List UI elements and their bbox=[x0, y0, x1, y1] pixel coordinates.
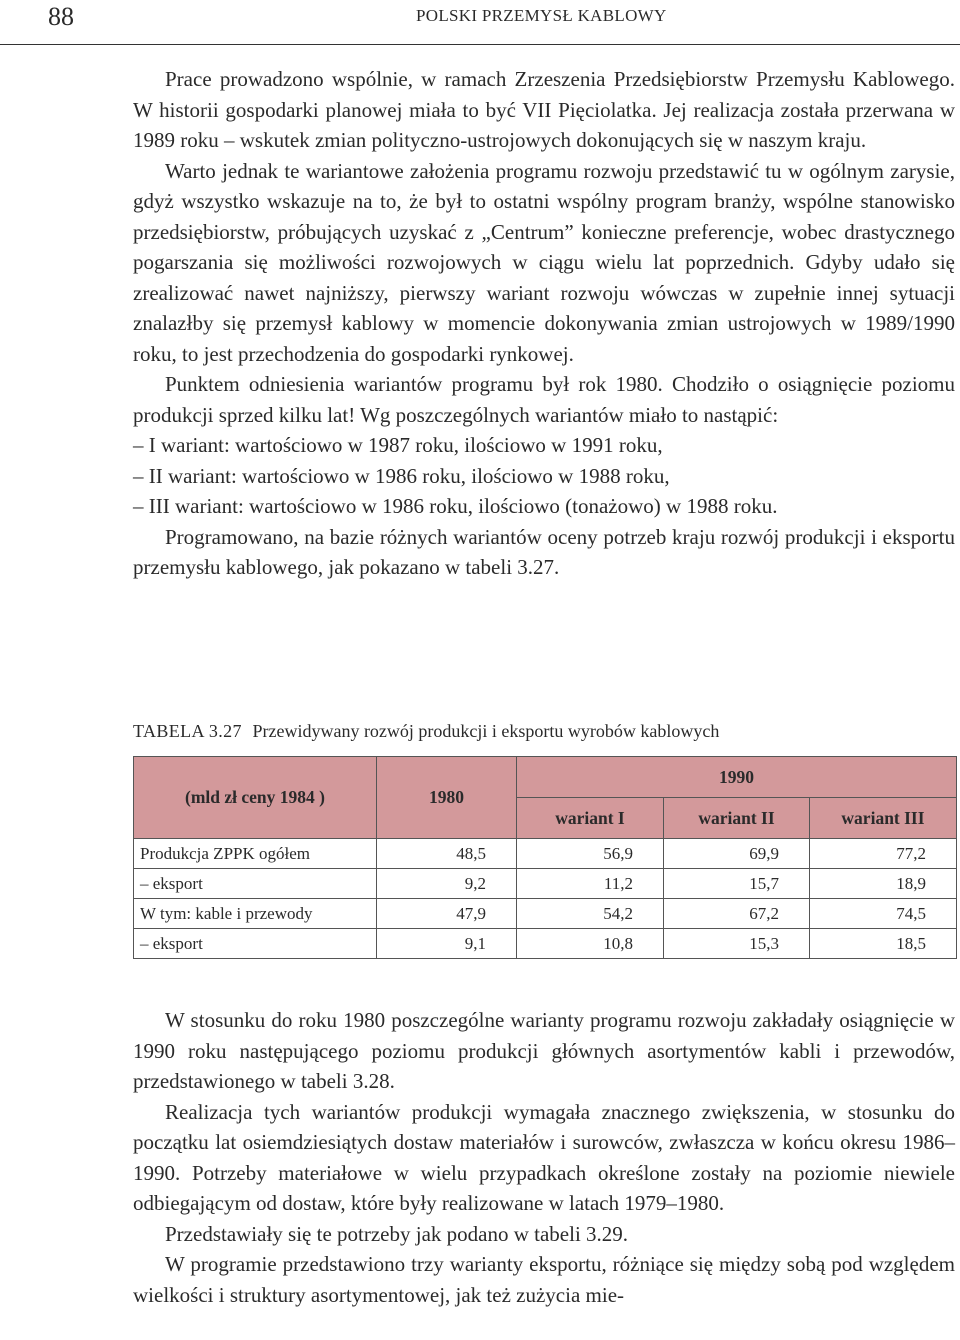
list-item: – I wariant: wartościowo w 1987 roku, ilościowo w 1991 roku, bbox=[133, 433, 663, 457]
paragraph: Przedstawiały się te potrzeby jak podano w tabeli 3.29. bbox=[165, 1221, 629, 1246]
page-number: 88 bbox=[48, 2, 74, 31]
table-caption bbox=[133, 721, 719, 742]
table-cell: 69,9 bbox=[664, 839, 810, 869]
row-label: Produkcja ZPPK ogółem bbox=[134, 839, 377, 869]
header-1990: 1990 bbox=[517, 757, 957, 798]
paragraph: Punktem odniesienia wariantów programu był rok 1980. Chodziło o osiągnięcie poziomu produkcji sprzed kilku lat! Wg poszczególnych wariantów miało to nastąpić: bbox=[133, 372, 955, 427]
table-cell: 15,7 bbox=[664, 869, 810, 899]
text-block-bottom bbox=[133, 1005, 955, 1310]
table-cell: 10,8 bbox=[517, 929, 664, 959]
table-cell: 54,2 bbox=[517, 899, 664, 929]
header-unit: (mld zł ceny 1984 ) bbox=[134, 757, 377, 839]
table-row bbox=[134, 899, 957, 929]
paragraph: Prace prowadzono wspólnie, w ramach Zrzeszenia Przedsiębiorstw Przemysłu Kablowego. W historii gospodarki planowej miała to być VII Pięciolatka. Jej realizacja została przerwana w 1989 roku – wskutek zmian polityczno-ustrojowych dokonujących się w naszym kraju. bbox=[133, 67, 955, 152]
table-cell: 11,2 bbox=[517, 869, 664, 899]
table-cell: 18,5 bbox=[810, 929, 957, 959]
page-header bbox=[0, 0, 960, 45]
table-cell: 67,2 bbox=[664, 899, 810, 929]
table-caption-title: Przewidywany rozwój produkcji i eksportu wyrobów kablowych bbox=[252, 721, 720, 741]
list-item: – III wariant: wartościowo w 1986 roku, ilościowo (tonażowo) w 1988 roku. bbox=[133, 494, 778, 518]
table-cell: 15,3 bbox=[664, 929, 810, 959]
header-1980: 1980 bbox=[377, 757, 517, 839]
paragraph: Warto jednak te wariantowe założenia programu rozwoju przedstawić tu w ogólnym zarysie, gdyż wszystko wskazuje na to, że był to ostatni wspólny program branży, wspólne stanowisko przedsiębiorstw, próbujących uzyskać z „Centrum” konieczne preferencje, wobec drastycznego pogarszania się możliwości rozwojowych w ciągu wielu lat poprzednich. Gdyby udało się zrealizować nawet najniższy, pierwszy wariant rozwoju wówczas w zupełnie innej sytuacji znalazłby się przemysł kablowy w momencie dokonywania zmian ustrojowych w 1989/1990 roku, to jest przechodzenia do gospodarki rynkowej. bbox=[133, 158, 955, 366]
table-cell: 47,9 bbox=[377, 899, 517, 929]
row-label: – eksport bbox=[134, 929, 377, 959]
table-row bbox=[134, 929, 957, 959]
paragraph: W stosunku do roku 1980 poszczególne warianty programu rozwoju zakładały osiągnięcie w 1990 roku następującego poziomu produkcji głównych asortymentów kabli i przewodów, przedstawionego w tabeli 3.28. bbox=[133, 1008, 955, 1093]
running-title: POLSKI PRZEMYSŁ KABLOWY bbox=[416, 6, 667, 25]
header-variant: wariant III bbox=[810, 798, 957, 839]
text-block-top bbox=[133, 64, 955, 583]
row-label: W tym: kable i przewody bbox=[134, 899, 377, 929]
paragraph: Programowano, na bazie różnych wariantów oceny potrzeb kraju rozwój produkcji i eksportu przemysłu kablowego, jak pokazano w tabeli 3.27. bbox=[133, 524, 955, 579]
list-item: – II wariant: wartościowo w 1986 roku, ilościowo w 1988 roku, bbox=[133, 463, 670, 488]
data-table bbox=[133, 756, 957, 959]
table-row bbox=[134, 839, 957, 869]
paragraph: W programie przedstawiono trzy warianty eksportu, różniące się między sobą pod względem wielkości i struktury asortymentowej, jak też zużycia mie- bbox=[133, 1252, 955, 1307]
table-cell: 77,2 bbox=[810, 839, 957, 869]
table-row bbox=[134, 869, 957, 899]
table-caption-label: TABELA 3.27 bbox=[133, 721, 242, 741]
header-variant: wariant I bbox=[517, 798, 664, 839]
table-cell: 74,5 bbox=[810, 899, 957, 929]
row-label: – eksport bbox=[134, 869, 377, 899]
table-cell: 9,2 bbox=[377, 869, 517, 899]
table-cell: 48,5 bbox=[377, 839, 517, 869]
paragraph: Realizacja tych wariantów produkcji wymagała znacznego zwiększenia, w stosunku do początku lat osiemdziesiątych dostaw materiałów i surowców, zwłaszcza w końcu okresu 1986–1990. Potrzeby materiałowe w wielu przypadkach określone zostały na poziomie niewiele odbiegającym od dostaw, które były realizowane w latach 1979–1980. bbox=[133, 1099, 955, 1215]
table-cell: 56,9 bbox=[517, 839, 664, 869]
table-cell: 18,9 bbox=[810, 869, 957, 899]
header-variant: wariant II bbox=[664, 798, 810, 839]
table-cell: 9,1 bbox=[377, 929, 517, 959]
